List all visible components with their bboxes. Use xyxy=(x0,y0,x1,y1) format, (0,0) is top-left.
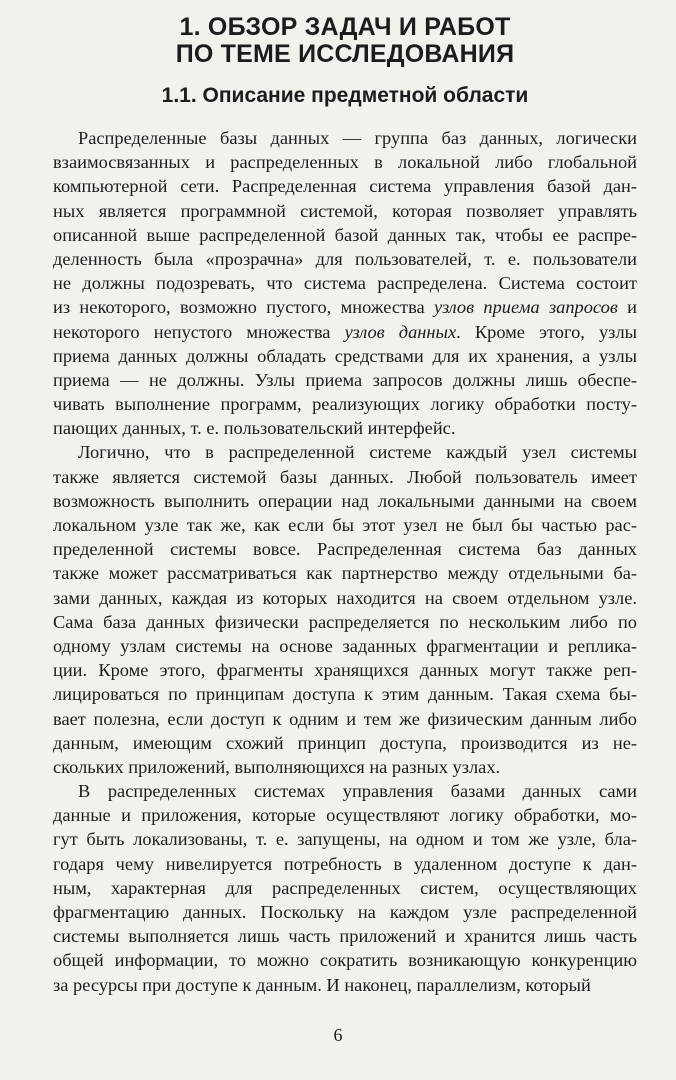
text-line: годаря чему нивелируется потребность в удаленном доступе к дан- xyxy=(53,853,637,874)
text-line: также может рассматриваться как партнерство между отдельными ба- xyxy=(53,563,637,584)
text-line: деленность была «прозрачна» для пользователей, т. е. пользователи xyxy=(53,248,637,269)
chapter-title-line-1: 1. ОБЗОР ЗАДАЧ И РАБОТ xyxy=(179,13,511,41)
text-line: ным, характерная для распределенных систем, осуществляющих xyxy=(53,877,637,898)
text-run: и xyxy=(617,297,637,318)
text-line: Распределенные базы данных — группа баз данных, логически xyxy=(78,128,637,148)
text-line: локальном узле так же, как если бы этот узел не был бы частью рас- xyxy=(53,515,637,535)
text-line: Логично, что в распределенной системе каждый узел системы xyxy=(78,442,637,463)
text-line: общей информации, то можно сократить возникающую конкуренцию xyxy=(53,950,637,971)
text-line: описанной выше распределенной базой данных так, чтобы ее распре- xyxy=(53,224,637,245)
text-line: компьютерной сети. Распределенная система управления базой дан- xyxy=(53,176,637,197)
text-line: возможность выполнить операции над локальными данными на своем xyxy=(53,490,637,511)
text-line xyxy=(53,295,637,319)
body-text xyxy=(53,126,637,997)
text-line: не должны подозревать, что система распределена. Система состоит xyxy=(53,273,637,294)
section-title: 1.1. Описание предметной области xyxy=(161,84,529,107)
text-line: данным, имеющим схожий принцип доступа, производится из не- xyxy=(53,732,637,753)
text-line: за ресурсы при доступе к данным. И наконец, параллелизм, который xyxy=(53,974,591,995)
text-line: Сама база данных физически распределяется по нескольким либо по xyxy=(53,611,637,632)
chapter-title xyxy=(53,14,637,68)
book-page xyxy=(53,14,637,997)
text-line xyxy=(53,320,637,344)
page-number: 6 xyxy=(333,1025,343,1045)
chapter-title-line-2: ПО ТЕМЕ ИССЛЕДОВАНИЯ xyxy=(175,40,515,68)
italic-term: узлов данных xyxy=(344,321,457,342)
text-line: чивать выполнение программ, реализующих логику обработки посту- xyxy=(53,394,637,415)
text-line: пределенной системы вовсе. Распределенная система баз данных xyxy=(53,539,637,560)
text-line: пающих данных, т. е. пользовательский интерфейс. xyxy=(53,418,456,439)
text-run: некоторого непустого множества xyxy=(53,321,345,342)
italic-term: узлов приема запросов xyxy=(434,297,618,318)
text-line: ных является программной системой, которая позволяет управлять xyxy=(53,200,637,221)
text-line: гут быть локализованы, т. е. запущены, на одном и том же узле, бла- xyxy=(53,829,637,850)
text-line: фрагментацию данных. Поскольку на каждом узле распределенной xyxy=(53,902,637,922)
text-line: также является системой базы данных. Любой пользователь имеет xyxy=(53,466,637,487)
paragraph xyxy=(53,440,637,779)
text-line: приема — не должны. Узлы приема запросов должны лишь обеспе- xyxy=(53,369,637,390)
text-run: . Кроме этого, узлы xyxy=(456,321,637,342)
text-line: зами данных, каждая из которых находится на своем отдельном узле. xyxy=(53,587,637,608)
text-line: приема данных должны обладать средствами для их хранения, а узлы xyxy=(53,345,637,366)
text-line: вает полезна, если доступ к одним и тем же физическим данным либо xyxy=(53,708,637,729)
text-line: взаимосвязанных и распределенных в локальной либо глобальной xyxy=(53,152,637,173)
text-line: ции. Кроме этого, фрагменты хранящихся данных могут также реп- xyxy=(53,660,637,681)
text-line: одному узлам системы на основе заданных фрагментации и реплика- xyxy=(53,635,637,656)
text-run: из некоторого, возможно пустого, множества xyxy=(53,297,435,318)
text-line: лицироваться по принципам доступа к этим данным. Такая схема бы- xyxy=(53,684,637,705)
text-line: данные и приложения, которые осуществляют логику обработки, мо- xyxy=(53,805,637,826)
text-line: системы выполняется лишь часть приложений и хранится лишь часть xyxy=(53,926,637,947)
text-line: скольких приложений, выполняющихся на разных узлах. xyxy=(53,756,501,777)
paragraph xyxy=(53,779,637,997)
text-line: В распределенных системах управления базами данных сами xyxy=(78,781,637,802)
paragraph xyxy=(53,126,637,440)
